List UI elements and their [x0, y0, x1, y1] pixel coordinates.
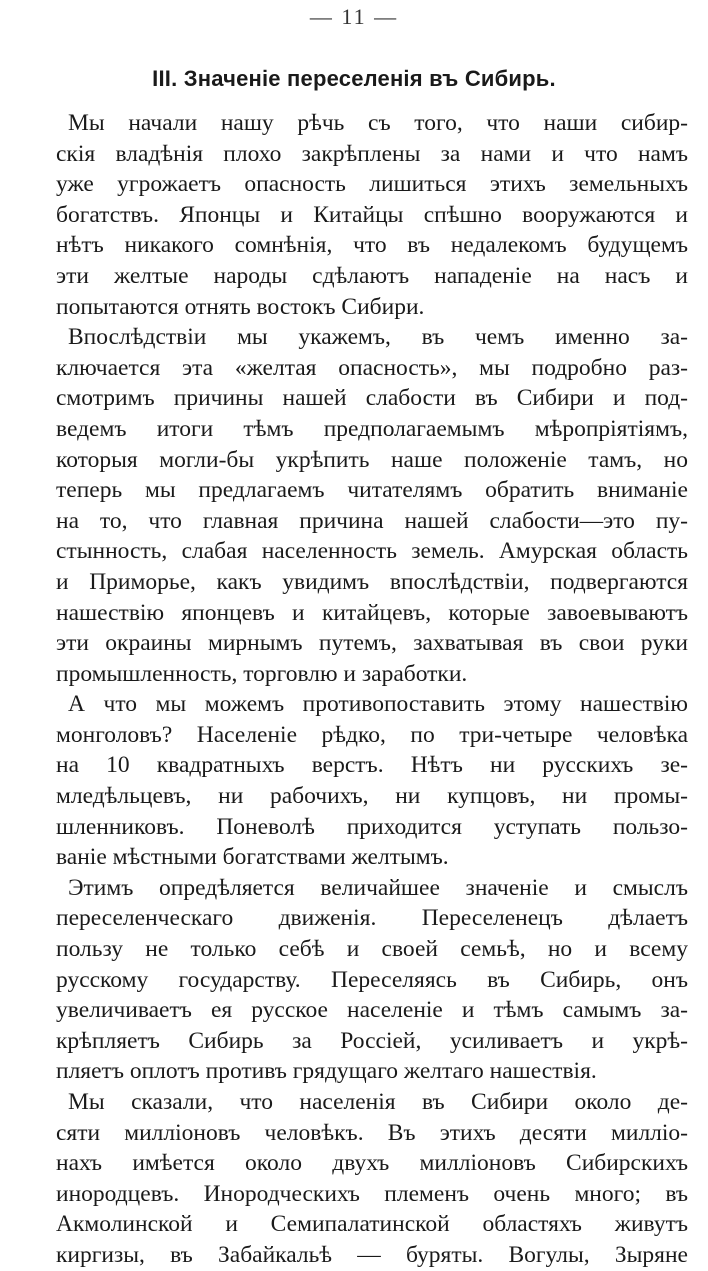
text-line: монголовъ? Населеніе рѣдко, по три-четыре человѣка — [56, 721, 688, 748]
text-line: на то, что главная причина нашей слабости—это пу- — [56, 507, 688, 534]
text-line: и Приморье, какъ увидимъ впослѣдствіи, подвергаются — [56, 568, 688, 595]
page-number: — 11 — — [309, 4, 399, 29]
text-line: нахъ имѣется около двухъ милліоновъ Сибирскихъ — [56, 1150, 688, 1177]
text-line: увеличиваетъ ея русское населеніе и тѣмъ самымъ за- — [56, 997, 688, 1024]
text-line: Впослѣдствіи мы укажемъ, въ чемъ именно за- — [68, 324, 688, 351]
text-line: русскому государству. Переселяясь въ Сибирь, онъ — [56, 966, 688, 993]
text-line: скія владѣнія плохо закрѣплены за нами и что намъ — [56, 140, 688, 167]
text-line: пользу не только себѣ и своей семьѣ, но и всему — [56, 936, 688, 963]
text-line: киргизы, въ Забайкальѣ — буряты. Вогулы, Зыряне — [56, 1241, 688, 1268]
text-line: шленниковъ. Поневолѣ приходится уступать пользо- — [56, 813, 688, 840]
text-line: нѣтъ никакого сомнѣнія, что въ недалекомъ будущемъ — [56, 232, 688, 259]
text-line: ключается эта «желтая опасность», мы подробно раз- — [56, 354, 688, 381]
text-line: на 10 квадратныхъ верстъ. Нѣтъ ни русскихъ зе- — [56, 752, 688, 779]
text-line: сяти милліоновъ человѣкъ. Въ этихъ десяти милліо- — [56, 1119, 688, 1146]
text-line: инородцевъ. Инородческихъ племенъ очень много; въ — [56, 1180, 688, 1207]
text-line: Мы начали нашу рѣчь съ того, что наши сибир- — [68, 110, 688, 136]
text-line: которыя могли-бы укрѣпить наше положеніе тамъ, но — [56, 446, 688, 473]
paragraph — [56, 873, 688, 1087]
text-line: переселенческаго движенія. Переселенецъ дѣлаетъ — [56, 905, 688, 932]
text-line: ваніе мѣстными богатствами желтымъ. — [56, 844, 449, 871]
text-line: А что мы можемъ противопоставить этому нашествію — [68, 691, 688, 718]
text-line: Этимъ опредѣляется величайшее значеніе и смыслъ — [68, 874, 688, 901]
paragraph — [56, 322, 688, 689]
text-line: Акмолинской и Семипалатинской областяхъ живутъ — [56, 1211, 688, 1238]
paragraph — [56, 1087, 688, 1271]
text-line: теперь мы предлагаемъ читателямъ обратить вниманіе — [56, 477, 688, 504]
text-line: промышленность, торговлю и заработки. — [56, 660, 468, 687]
text-line: мледѣльцевъ, ни рабочихъ, ни купцовъ, ни промы- — [56, 783, 688, 810]
text-line: уже угрожаетъ опасность лишиться этихъ земельныхъ — [56, 171, 688, 198]
text-line: стынность, слабая населенность земель. Амурская область — [56, 538, 688, 565]
text-line: смотримъ причины нашей слабости въ Сибири и под- — [56, 385, 688, 412]
text-line: богатствъ. Японцы и Китайцы спѣшно вооружаются и — [56, 201, 688, 228]
text-line: эти окраины мирнымъ путемъ, захватывая въ свои руки — [56, 630, 688, 657]
paragraph — [56, 689, 688, 873]
text-line: пляетъ оплотъ противъ грядущаго желтаго нашествія. — [56, 1058, 597, 1085]
section-title: III. Значеніе переселенія въ Сибирь. — [152, 66, 556, 91]
body-text — [56, 108, 688, 1271]
text-line: крѣпляетъ Сибирь за Россіей, усиливаетъ и укрѣ- — [56, 1027, 688, 1054]
text-line: эти желтые народы сдѣлаютъ нападеніе на насъ и — [56, 262, 688, 289]
paragraph — [56, 108, 688, 322]
text-line: ведемъ итоги тѣмъ предполагаемымъ мѣропріятіямъ, — [56, 415, 688, 442]
text-line: попытаются отнять востокъ Сибири. — [56, 293, 425, 320]
text-line: Мы сказали, что населенія въ Сибири около де- — [68, 1089, 688, 1115]
text-line: нашествію японцевъ и китайцевъ, которые завоевываютъ — [56, 599, 688, 626]
